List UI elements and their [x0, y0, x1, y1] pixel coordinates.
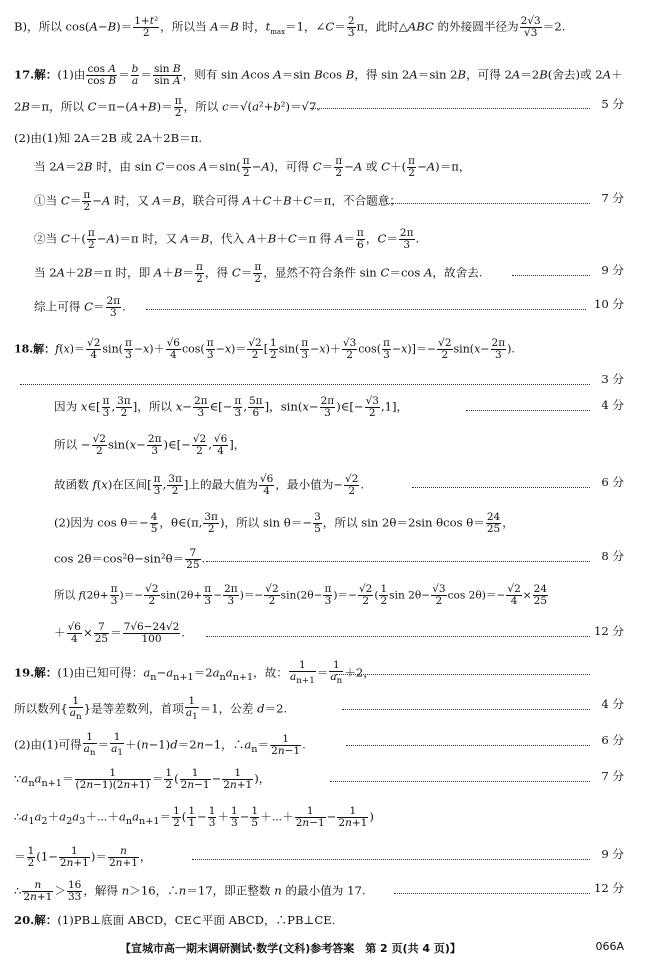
footer-code: 066A	[595, 940, 624, 953]
q18-line-3: 所以 − $\frac{√2}{2}$ sin(x− $\frac{2\pi}{3}$ )∈[− $\frac{√2}{2}$ , $\frac{√6}{4}$ ]，	[54, 433, 246, 457]
points-12a: 12 分	[593, 624, 624, 638]
q20-line-1: 20.解：(1)PB⊥底面 ABCD，CE⊂平面 ABCD，∴PB⊥CE.	[14, 913, 336, 927]
points-4a: 4 分	[601, 398, 624, 412]
points-6a: 6 分	[601, 475, 624, 489]
q17-line-7: 当 2A＋2B＝π 时，即 A＋B＝ $\frac{\pi}{2}$ ，得 C＝ $\frac{\pi}{2}$ ，显然不符合条件 sin C＝cos A，故舍去.	[34, 261, 483, 285]
q19-line-2: 所以数列{ $\frac{1}{a_n}$ }是等差数列，首项 $\frac{1}{a_1}$ ＝1，公差 d＝2.	[14, 695, 288, 723]
q17-line-5: ①当 C＝ $\frac{\pi}{2}$ −A 时，又 A＝B，联合可得 A＋C＋B＋C＝π，不合题意；	[34, 189, 401, 213]
points-10: 10 分	[593, 297, 624, 311]
q17-line-3: (2)由(1)知 2A＝2B 或 2A＋2B＝π.	[14, 131, 203, 145]
points-6b: 6 分	[601, 733, 624, 747]
points-8a: 8 分	[601, 549, 624, 563]
q17-line-4: 当 2A＝2B 时，由 sin C＝cos A＝sin( $\frac{\pi}{2}$ −A)，可得 C＝ $\frac{\pi}{2}$ −A 或 C＋( $\frac{\pi}{2}$ −A)＝π，	[34, 155, 471, 179]
q18-line-5: (2)因为 cos θ＝− $\frac{4}{5}$ ，θ∈(π, $\frac{3\pi}{2}$ )，所以 sin θ＝− $\frac{3}{5}$ ，所以 sin 2θ＝2sin θcos θ＝ $\frac{24}{25}$ ，	[54, 511, 514, 535]
points-12b: 12 分	[593, 881, 624, 895]
q19-line-3: (2)由(1)可得 $\frac{1}{a_n}$ ＝ $\frac{1}{a_1}$ ＋(n−1)d＝2n−1，$\therefore a_n=$ $\frac{1}{2n-1}$ .	[14, 731, 306, 759]
points-7b: 7 分	[601, 769, 624, 783]
points-5: 5 分	[601, 97, 624, 111]
q19-line-4: $\because a_na_{n+1}=$ $\frac{1}{(2n-1)(2n+1)}$ ＝ $\frac{1}{2}$ ( $\frac{1}{2n-1}$ − $\frac{1}{2n+1}$ )，	[14, 767, 271, 791]
q19-line-6: ＝ $\frac{1}{2}$ (1− $\frac{1}{2n+1}$ )＝ $\frac{n}{2n+1}$ ，	[14, 845, 152, 869]
footer-title: 【宣城市高一期末调研测试·数学(文科)参考答案 第 2 页(共 4 页)】	[120, 942, 461, 955]
q18-line-1: 18.解：f(x)＝ $\frac{√2}{4}$ sin( $\frac{\pi}{3}$ −x)＋ $\frac{√6}{4}$ cos( $\frac{\pi}{3}$ −x)＝ $\frac{√2}{2}$ [ $\frac{1}{2}$ sin( $\frac{\pi}{3}$ −x)＋ $\frac{√3}{2}$ cos( $\frac{\pi}{3}$ −x)]＝− $\frac{√2}{2}$ sin(x− $\frac{2\pi}{3}$ ).	[14, 337, 515, 361]
q17-number: 17.	[14, 67, 35, 82]
q19-line-1: 19.解：(1)由已知可得：$a_n-a_{n+1}=2a_na_{n+1}$，故： $\frac{1}{a_{n+1}}$ ＝ $\frac{1}{a_n}$ ＋2，	[14, 659, 375, 687]
q18-line-4: 故函数 f(x)在区间[ $\frac{\pi}{3}$ , $\frac{3\pi}{2}$ ]上的最大值为 $\frac{√6}{4}$ ，最小值为− $\frac{√2}{2}$ .	[54, 473, 365, 497]
points-3: 3 分	[601, 372, 624, 386]
points-9: 9 分	[601, 263, 624, 277]
points-4b: 4 分	[601, 697, 624, 711]
q19-line-7: ∴ $\frac{n}{2n+1}$ ＞ $\frac{16}{33}$ ，解得 n＞16，∴n＝17，即正整数 n 的最小值为 17.	[14, 879, 366, 903]
points-9b: 9 分	[601, 847, 624, 861]
q18-line-6: cos 2θ＝cos²θ−sin²θ＝ $\frac{7}{25}$ .	[54, 547, 206, 571]
q18-line-7: 所以 f(2θ+ $\frac{\pi}{3}$ )＝− $\frac{√2}{2}$ sin(2θ+ $\frac{\pi}{3}$ − $\frac{2\pi}{3}$ )＝− $\frac{√2}{2}$ sin(2θ− $\frac{\pi}{3}$ )＝− $\frac{√2}{2}$ ( $\frac{1}{2}$ sin 2θ− $\frac{√3}{2}$ cos 2θ)＝− $\frac{√2}{4}$ × $\frac{24}{25}$	[54, 583, 548, 607]
q17-line-6: ②当 C＋( $\frac{\pi}{2}$ −A)＝π 时，又 A＝B，代入 A＋B＋C＝π 得 A＝ $\frac{\pi}{6}$ ，C＝ $\frac{2\pi}{3}$ .	[34, 227, 420, 251]
q17-line-2: 2B＝π，所以 C＝π−(A+B)＝ $\frac{\pi}{2}$ ，所以 c＝√(a²+b²)＝√7.	[14, 95, 321, 119]
points-7: 7 分	[601, 191, 624, 205]
q17-line-1: 17.解：(1)由 $\frac{\text{cos A}}{\text{cos B}}$ ＝ $\frac{b}{a}$ ＝ $\frac{\text{sin B}}{\text{sin A}}$ ，则有 sin Acos A＝sin Bcos B，得 sin 2A＝sin 2B，可得 2A＝2B(舍去)或 2A＋	[14, 63, 623, 87]
q18-line-8: ＋ $\frac{√6}{4}$ × $\frac{7}{25}$ ＝ $\frac{7√6-24√2}{100}$ .	[54, 621, 185, 645]
line-continuation: B)，所以 cos(A−B)＝ $\frac{\text{1+t²}}{2}$ ，所以当 A＝B 时，$t_{max}=1$，∠C＝ $\frac{2}{3}$ π，此时△ABC 的外接圆半径为 $\frac{2√3}{√3}$ ＝2.	[14, 15, 566, 39]
q18-line-2: 因为 x∈[ $\frac{\pi}{3}$ , $\frac{3\pi}{2}$ ]，所以 x− $\frac{2\pi}{3}$ ∈[− $\frac{\pi}{3}$ , $\frac{5\pi}{6}$ ]，sin(x− $\frac{2\pi}{3}$ )∈[− $\frac{√3}{2}$ ,1]，	[54, 395, 409, 419]
q19-line-5: $\therefore a_1a_2+a_2a_3+\cdots+a_na_{n+1}=$ $\frac{1}{2}$ ( $\frac{1}{1}$ − $\frac{1}{3}$ ＋ $\frac{1}{3}$ − $\frac{1}{5}$ ＋⋯＋ $\frac{1}{2n-1}$ − $\frac{1}{2n+1}$ )	[14, 805, 374, 829]
q17-line-8: 综上可得 C＝ $\frac{2\pi}{3}$ .	[34, 295, 126, 319]
q17-head: 解：	[34, 67, 58, 82]
